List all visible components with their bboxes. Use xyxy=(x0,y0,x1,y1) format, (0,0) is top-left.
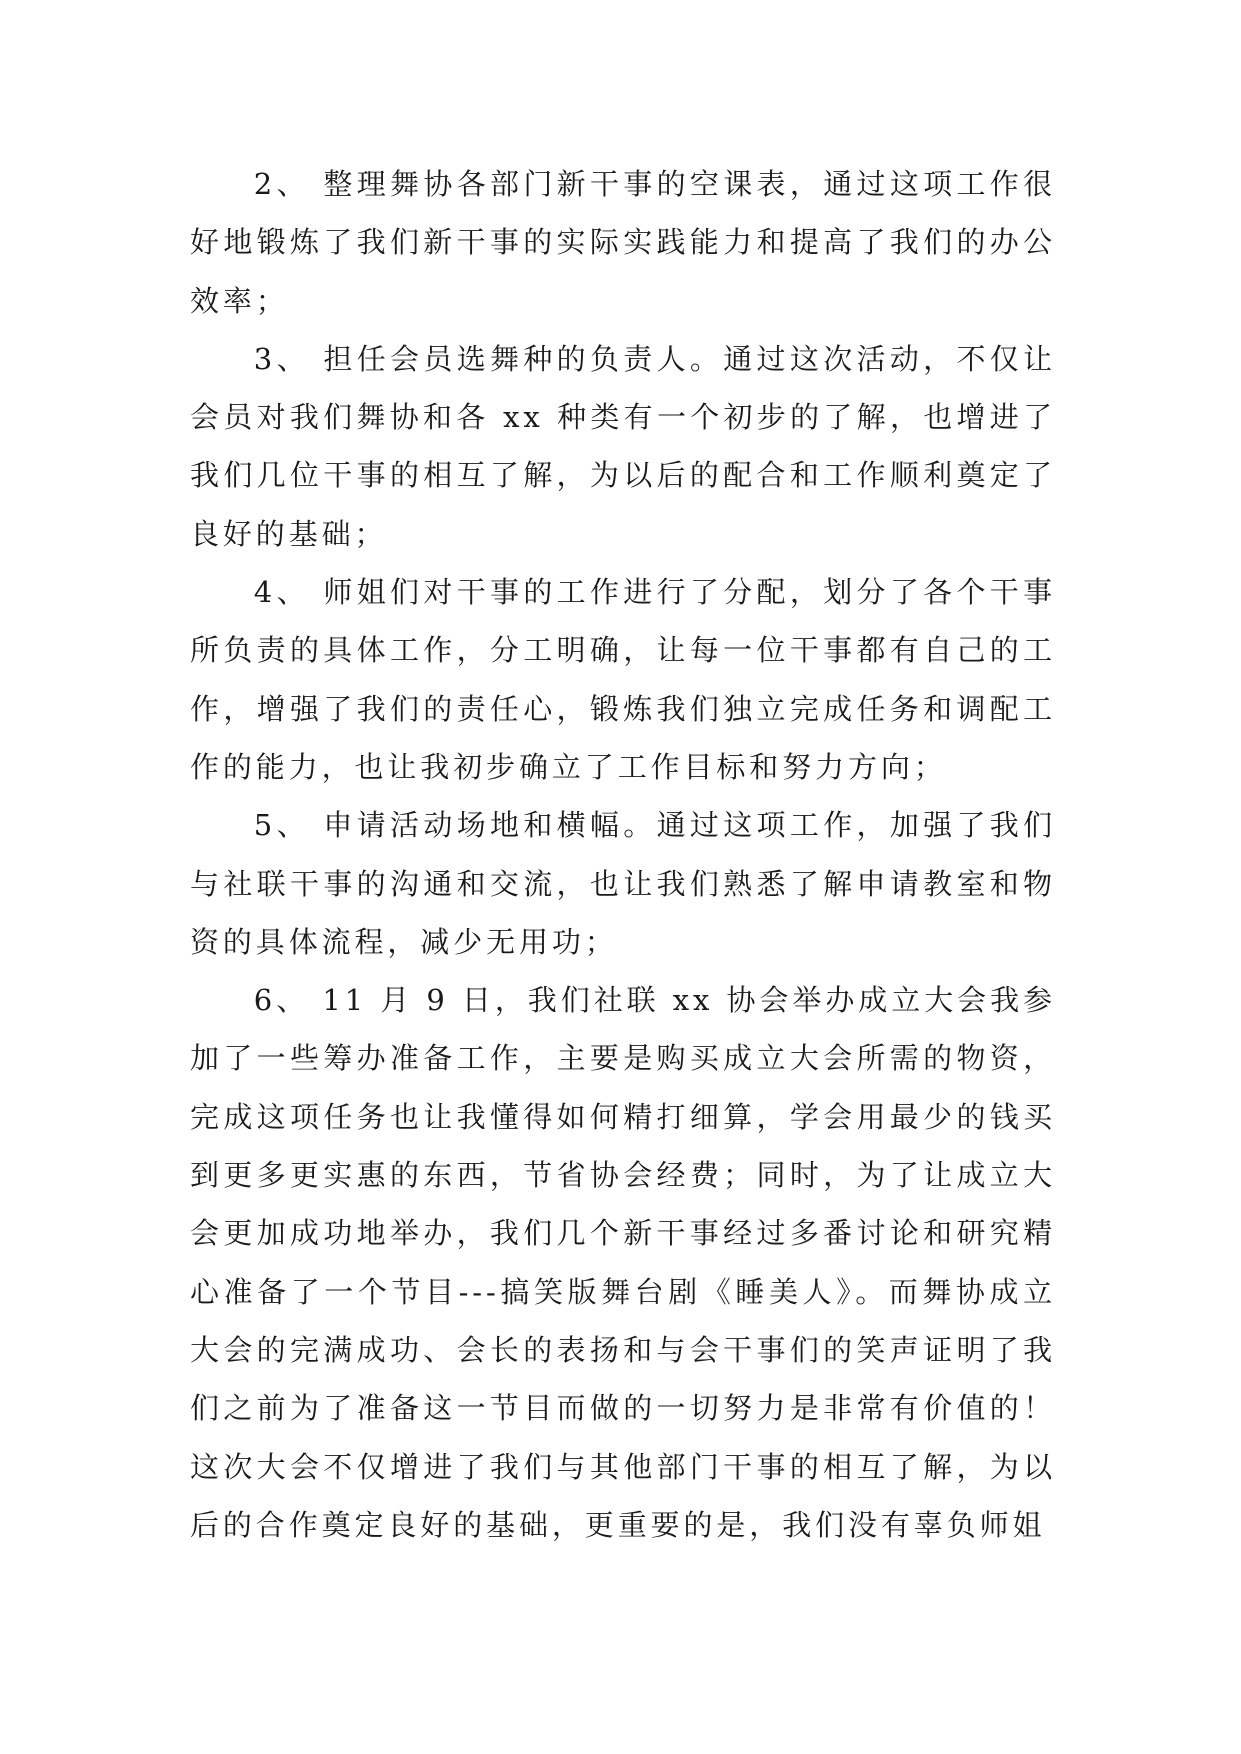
document-body xyxy=(190,155,1056,1554)
paragraph-item-4: 4、 师姐们对干事的工作进行了分配，划分了各个干事所负责的具体工作，分工明确，让每一位干事都有自己的工作，增强了我们的责任心，锻炼我们独立完成任务和调配工作的能力，也让我初步确立了工作目标和努力方向； xyxy=(190,575,1056,784)
paragraph-item-5: 5、 申请活动场地和横幅。通过这项工作，加强了我们与社联干事的沟通和交流，也让我们熟悉了解申请教室和物资的具体流程，减少无用功； xyxy=(190,808,1056,959)
paragraph-item-6: 6、 11 月 9 日，我们社联 xx 协会举办成立大会我参加了一些筹办准备工作，主要是购买成立大会所需的物资，完成这项任务也让我懂得如何精打细算，学会用最少的钱买到更多更实惠的东西，节省协会经费；同时，为了让成立大会更加成功地举办，我们几个新干事经过多番讨论和研究精心准备了一个节目---搞笑版舞台剧《睡美人》。而舞协成立大会的完满成功、会长的表扬和与会干事们的笑声证明了我们之前为了准备这一节目而做的一切努力是非常有价值的！这次大会不仅增进了我们与其他部门干事的相互了解，为以后的合作奠定良好的基础，更重要的是，我们没有辜负师姐 xyxy=(190,983,1056,1542)
paragraph-item-2: 2、 整理舞协各部门新干事的空课表，通过这项工作很好地锻炼了我们新干事的实际实践能力和提高了我们的办公效率； xyxy=(190,167,1056,318)
paragraph-item-3: 3、 担任会员选舞种的负责人。通过这次活动，不仅让会员对我们舞协和各 xx 种类有一个初步的了解，也增进了我们几位干事的相互了解，为以后的配合和工作顺利奠定了良好的基础； xyxy=(190,341,1056,551)
